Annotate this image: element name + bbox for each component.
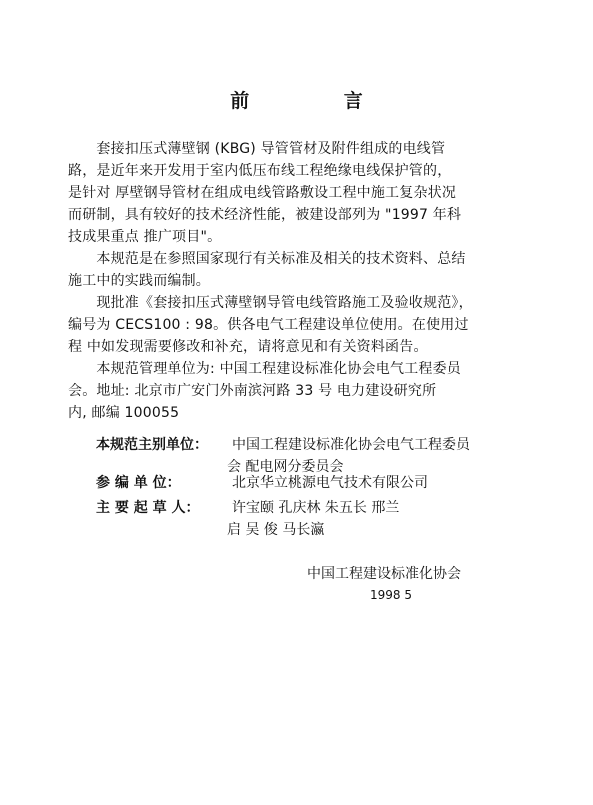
credit-value: 会 配电网分委员会 [227, 459, 344, 475]
body-line: 施工中的实践而编制。 [68, 273, 210, 289]
body-line: 会。地址: 北京市广安门外南滨河路 33 号 电力建设研究所 [68, 383, 437, 399]
credit-value: 北京华立桃源电气技术有限公司 [232, 475, 428, 491]
body-line: 路，是近年来开发用于室内低压布线工程绝缘电线保护管的， [68, 163, 452, 179]
signature-date: 1998 5 [370, 588, 412, 602]
body-line: 内, 邮编 100055 [68, 405, 180, 421]
body-line: 本规范是在参照国家现行有关标准及相关的技术资料、总结 [68, 251, 466, 267]
body-line: 本规范管理单位为: 中国工程建设标准化协会电气工程委员 [68, 361, 461, 377]
body-line: 技成果重点 推广项目"。 [68, 229, 222, 245]
credit-label-participant: 参 编 单 位： [96, 475, 181, 491]
credit-value: 中国工程建设标准化协会电气工程委员 [232, 437, 470, 453]
credit-value: 许宝颐 孔庆林 朱五长 邢兰 [232, 500, 400, 516]
body-line: 程 中如发现需要修改和补充，请将意见和有关资料函告。 [68, 339, 428, 355]
body-line: 编号为 CECS100 : 98。供各电气工程建设单位使用。在使用过 [68, 317, 469, 333]
credit-label-editor: 本规范主别单位： [96, 437, 208, 453]
credit-label-drafters: 主 要 起 草 人： [96, 500, 200, 516]
body-line: 现批准《套接扣压式薄壁钢导管电线管路施工及验收规范》， [68, 295, 473, 311]
page-title: 前 言 [230, 90, 407, 112]
signature-org: 中国工程建设标准化协会 [307, 566, 461, 582]
credit-value: 启 吴 俊 马长瀛 [227, 522, 325, 538]
body-line: 是针对 厚壁钢导管材在组成电线管路敷设工程中施工复杂状况 [68, 185, 457, 201]
body-line: 而研制，具有较好的技术经济性能，被建设部列为 "1997 年科 [68, 207, 462, 223]
body-line: 套接扣压式薄壁钢 (KBG) 导管管材及附件组成的电线管 [68, 141, 446, 157]
